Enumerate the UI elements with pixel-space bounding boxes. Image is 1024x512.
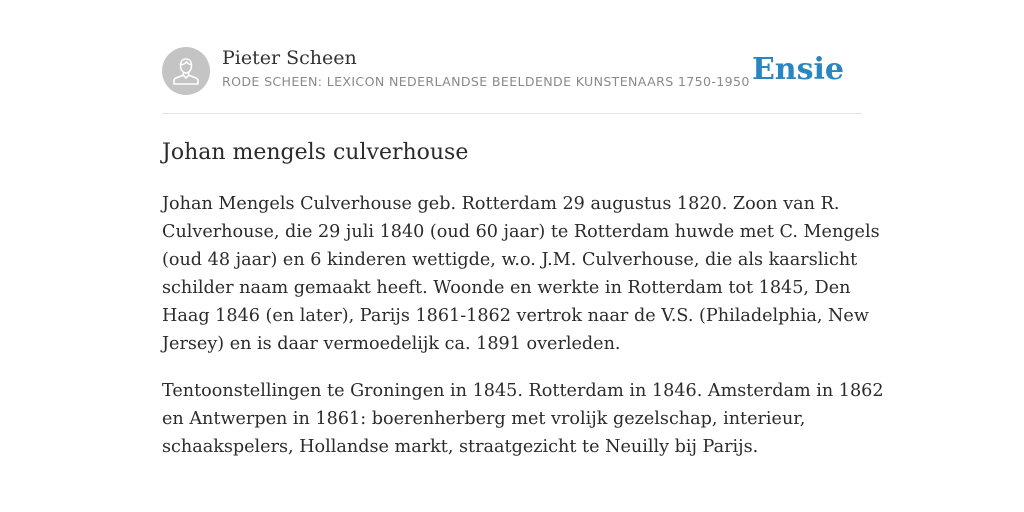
article-paragraph [162, 377, 884, 461]
paragraph-line: schaakspelers, Hollandse markt, straatgezicht te Neuilly bij Parijs. [162, 437, 759, 457]
article-title: Johan mengels culverhouse [162, 140, 469, 165]
paragraph-line: schilder naam gemaakt heeft. Woonde en werkte in Rotterdam tot 1845, Den [162, 278, 851, 298]
publication-name[interactable]: RODE SCHEEN: LEXICON NEDERLANDSE BEELDENDE KUNSTENAARS 1750-1950 [222, 74, 750, 89]
paragraph-line: en Antwerpen in 1861: boerenherberg met vrolijk gezelschap, interieur, [162, 409, 806, 429]
header-divider [162, 113, 862, 114]
paragraph-line: Johan Mengels Culverhouse geb. Rotterdam 29 augustus 1820. Zoon van R. [162, 194, 840, 214]
paragraph-line: (oud 48 jaar) en 6 kinderen wettigde, w.o. J.M. Culverhouse, die als kaarslicht [162, 250, 858, 270]
ensie-logo[interactable]: Ensie [751, 52, 844, 87]
paragraph-line: Culverhouse, die 29 juli 1840 (oud 60 jaar) te Rotterdam huwde met C. Mengels [162, 222, 880, 242]
author-name[interactable]: Pieter Scheen [222, 47, 357, 69]
author-avatar[interactable] [162, 47, 210, 95]
user-silhouette-icon [162, 47, 210, 95]
paragraph-line: Haag 1846 (en later), Parijs 1861-1862 vertrok naar de V.S. (Philadelphia, New [162, 306, 869, 326]
paragraph-line: Tentoonstellingen te Groningen in 1845. Rotterdam in 1846. Amsterdam in 1862 [162, 381, 884, 401]
paragraph-line: Jersey) en is daar vermoedelijk ca. 1891 overleden. [162, 334, 621, 354]
article-paragraph [162, 190, 880, 358]
article-header [162, 46, 862, 96]
